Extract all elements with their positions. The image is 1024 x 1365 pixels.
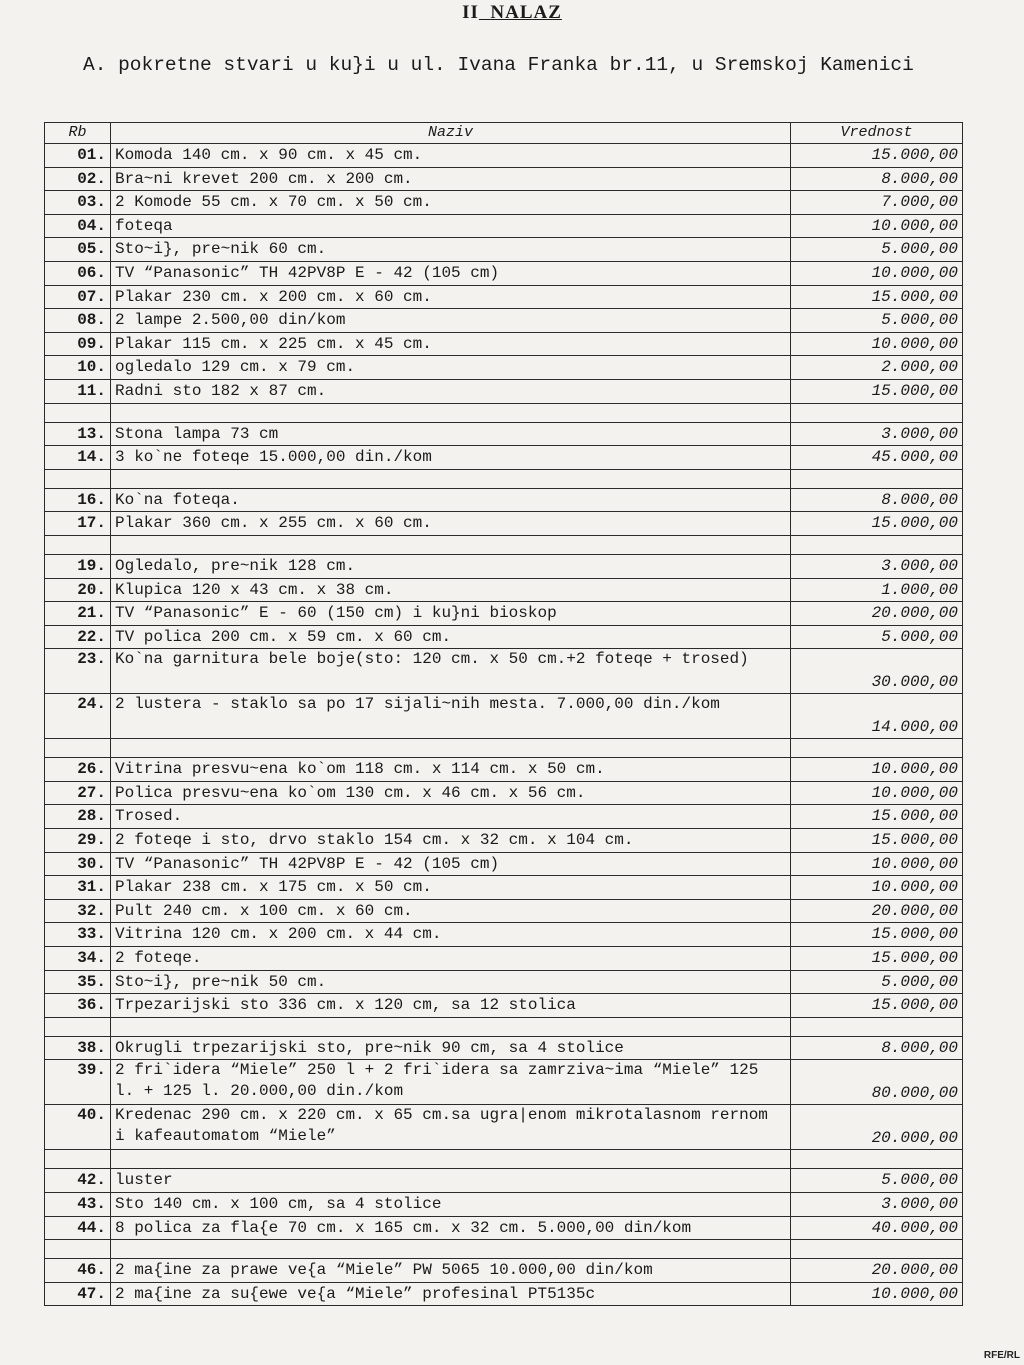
row-number: 34. [45,947,111,971]
item-name: Pult 240 cm. x 100 cm. x 60 cm. [111,899,791,923]
row-number: 16. [45,488,111,512]
table-row [45,379,963,403]
table-row [45,829,963,853]
row-number: 26. [45,758,111,782]
section-heading [0,2,1024,24]
item-value: 14.000,00 [791,694,963,739]
header-naziv: Naziv [111,123,791,144]
item-value: 8.000,00 [791,167,963,191]
table-row [45,554,963,578]
item-name: Plakar 230 cm. x 200 cm. x 60 cm. [111,285,791,309]
item-name: TV “Panasonic” E - 60 (150 cm) i ku}ni bioskop [111,602,791,626]
item-value: 20.000,00 [791,1259,963,1283]
item-value: 10.000,00 [791,214,963,238]
row-number [45,403,111,422]
item-name: Radni sto 182 x 87 cm. [111,379,791,403]
table-row [45,970,963,994]
item-name [111,403,791,422]
item-value: 20.000,00 [791,1105,963,1150]
item-value [791,1150,963,1169]
table-row [45,1240,963,1259]
item-value: 15.000,00 [791,512,963,536]
item-name: 8 polica za fla{e 70 cm. x 165 cm. x 32 cm. 5.000,00 din/kom [111,1216,791,1240]
item-name: Plakar 360 cm. x 255 cm. x 60 cm. [111,512,791,536]
item-name: 3 ko`ne foteqe 15.000,00 din./kom [111,446,791,470]
table-row [45,512,963,536]
table-row [45,1259,963,1283]
item-value [791,739,963,758]
table-row [45,876,963,900]
table-row [45,852,963,876]
table-row [45,1060,963,1105]
item-value: 10.000,00 [791,1282,963,1306]
item-value: 10.000,00 [791,758,963,782]
item-name: ogledalo 129 cm. x 79 cm. [111,356,791,380]
table-row [45,1017,963,1036]
item-value: 10.000,00 [791,332,963,356]
item-value: 15.000,00 [791,144,963,168]
row-number: 31. [45,876,111,900]
section-number: II [462,2,479,23]
row-number: 13. [45,422,111,446]
item-value: 5.000,00 [791,625,963,649]
table-row [45,285,963,309]
row-number: 40. [45,1105,111,1150]
item-name: Sto~i}, pre~nik 50 cm. [111,970,791,994]
row-number: 29. [45,829,111,853]
table-row [45,261,963,285]
table-body [45,144,963,1306]
table-row [45,947,963,971]
table-header-row [45,123,963,144]
item-name: foteqa [111,214,791,238]
item-value: 5.000,00 [791,309,963,333]
table-row [45,578,963,602]
item-name: 2 lampe 2.500,00 din/kom [111,309,791,333]
item-name: 2 foteqe. [111,947,791,971]
item-value: 1.000,00 [791,578,963,602]
row-number: 27. [45,781,111,805]
table-row [45,1169,963,1193]
table-row [45,758,963,782]
item-name: luster [111,1169,791,1193]
item-value: 15.000,00 [791,923,963,947]
item-value [791,469,963,488]
item-name [111,1017,791,1036]
item-value: 15.000,00 [791,285,963,309]
row-number: 36. [45,994,111,1018]
item-value: 15.000,00 [791,994,963,1018]
table-row [45,649,963,694]
item-value: 20.000,00 [791,602,963,626]
row-number: 39. [45,1060,111,1105]
item-name: Bra~ni krevet 200 cm. x 200 cm. [111,167,791,191]
row-number: 07. [45,285,111,309]
inventory-table [44,122,963,1306]
row-number: 19. [45,554,111,578]
item-value: 10.000,00 [791,781,963,805]
item-value: 5.000,00 [791,238,963,262]
row-number: 09. [45,332,111,356]
row-number: 17. [45,512,111,536]
item-name: Vitrina presvu~ena ko`om 118 cm. x 114 cm. x 50 cm. [111,758,791,782]
item-name: Vitrina 120 cm. x 200 cm. x 44 cm. [111,923,791,947]
header-rb: Rb [45,123,111,144]
item-name: Trosed. [111,805,791,829]
item-value: 15.000,00 [791,805,963,829]
table-row [45,167,963,191]
table-row [45,144,963,168]
item-value [791,535,963,554]
table-row [45,1282,963,1306]
table-row [45,1193,963,1217]
item-value: 10.000,00 [791,852,963,876]
item-name: Ogledalo, pre~nik 128 cm. [111,554,791,578]
section-title: NALAZ [490,2,562,23]
row-number [45,1017,111,1036]
item-name: TV “Panasonic” TH 42PV8P E - 42 (105 cm) [111,852,791,876]
item-value [791,1240,963,1259]
row-number [45,469,111,488]
table-row [45,994,963,1018]
item-value: 10.000,00 [791,261,963,285]
item-name: Trpezarijski sto 336 cm. x 120 cm, sa 12 stolica [111,994,791,1018]
row-number [45,535,111,554]
row-number: 42. [45,1169,111,1193]
table-row [45,403,963,422]
row-number: 33. [45,923,111,947]
item-name [111,1150,791,1169]
table-row [45,332,963,356]
item-name [111,469,791,488]
item-value: 45.000,00 [791,446,963,470]
item-value: 20.000,00 [791,899,963,923]
item-name [111,1240,791,1259]
item-name: Polica presvu~ena ko`om 130 cm. x 46 cm. x 56 cm. [111,781,791,805]
item-value [791,1017,963,1036]
row-number: 06. [45,261,111,285]
table-row [45,1036,963,1060]
item-name [111,739,791,758]
row-number: 01. [45,144,111,168]
row-number: 11. [45,379,111,403]
item-name: Plakar 238 cm. x 175 cm. x 50 cm. [111,876,791,900]
row-number: 28. [45,805,111,829]
row-number: 30. [45,852,111,876]
item-name: Komoda 140 cm. x 90 cm. x 45 cm. [111,144,791,168]
row-number: 02. [45,167,111,191]
item-name: TV polica 200 cm. x 59 cm. x 60 cm. [111,625,791,649]
item-name: Kredenac 290 cm. x 220 cm. x 65 cm.sa ugra|enom mikrotalasnom rernom i kafeautomatom “Miele” [111,1105,791,1150]
row-number: 08. [45,309,111,333]
table-row [45,356,963,380]
item-name: 2 foteqe i sto, drvo staklo 154 cm. x 32 cm. x 104 cm. [111,829,791,853]
table-row [45,238,963,262]
item-value [791,403,963,422]
table-row [45,1216,963,1240]
item-name: 2 Komode 55 cm. x 70 cm. x 50 cm. [111,191,791,215]
row-number: 14. [45,446,111,470]
table-row [45,694,963,739]
item-name: Ko`na foteqa. [111,488,791,512]
table-row [45,191,963,215]
item-value: 8.000,00 [791,1036,963,1060]
row-number: 44. [45,1216,111,1240]
item-name: Sto 140 cm. x 100 cm, sa 4 stolice [111,1193,791,1217]
watermark: RFE/RL [983,1350,1020,1361]
item-name: 2 ma{ine za prawe ve{a “Miele” PW 5065 10.000,00 din/kom [111,1259,791,1283]
item-name: Klupica 120 x 43 cm. x 38 cm. [111,578,791,602]
item-value: 3.000,00 [791,1193,963,1217]
item-name: 2 lustera - staklo sa po 17 sijali~nih mesta. 7.000,00 din./kom [111,694,791,739]
row-number: 05. [45,238,111,262]
item-value: 5.000,00 [791,970,963,994]
table-row [45,469,963,488]
table-row [45,625,963,649]
row-number: 04. [45,214,111,238]
item-name: Stona lampa 73 cm [111,422,791,446]
item-name: TV “Panasonic” TH 42PV8P E - 42 (105 cm) [111,261,791,285]
row-number: 20. [45,578,111,602]
row-number: 23. [45,649,111,694]
table-row [45,214,963,238]
row-number: 47. [45,1282,111,1306]
item-value: 10.000,00 [791,876,963,900]
row-number: 03. [45,191,111,215]
item-value: 2.000,00 [791,356,963,380]
row-number: 22. [45,625,111,649]
item-name: Okrugli trpezarijski sto, pre~nik 90 cm, sa 4 stolice [111,1036,791,1060]
item-value: 5.000,00 [791,1169,963,1193]
table-row [45,781,963,805]
item-name: 2 ma{ine za su{ewe ve{a “Miele” profesinal PT5135c [111,1282,791,1306]
table-row [45,446,963,470]
row-number: 38. [45,1036,111,1060]
table-row [45,488,963,512]
intro-text: A. pokretne stvari u ku}i u ul. Ivana Franka br.11, u Sremskoj Kamenici [83,54,914,76]
table-row [45,535,963,554]
item-name: Ko`na garnitura bele boje(sto: 120 cm. x 50 cm.+2 foteqe + trosed) [111,649,791,694]
row-number: 32. [45,899,111,923]
row-number: 21. [45,602,111,626]
item-value: 15.000,00 [791,379,963,403]
item-value: 8.000,00 [791,488,963,512]
table-row [45,309,963,333]
item-value: 15.000,00 [791,829,963,853]
item-value: 3.000,00 [791,422,963,446]
item-name: 2 fri`idera “Miele” 250 l + 2 fri`idera sa zamrziva~ima “Miele” 125 l. + 125 l. 20.000,00 din./kom [111,1060,791,1105]
row-number: 46. [45,1259,111,1283]
table-row [45,739,963,758]
table-row [45,1105,963,1150]
item-name: Sto~i}, pre~nik 60 cm. [111,238,791,262]
table-row [45,899,963,923]
row-number: 10. [45,356,111,380]
item-value: 80.000,00 [791,1060,963,1105]
table-row [45,602,963,626]
row-number: 24. [45,694,111,739]
header-vrednost: Vrednost [791,123,963,144]
row-number [45,1150,111,1169]
item-value: 30.000,00 [791,649,963,694]
item-value: 7.000,00 [791,191,963,215]
table-row [45,422,963,446]
item-value: 15.000,00 [791,947,963,971]
row-number [45,1240,111,1259]
item-name: Plakar 115 cm. x 225 cm. x 45 cm. [111,332,791,356]
row-number: 35. [45,970,111,994]
row-number [45,739,111,758]
item-name [111,535,791,554]
table-row [45,1150,963,1169]
row-number: 43. [45,1193,111,1217]
table-row [45,805,963,829]
item-value: 3.000,00 [791,554,963,578]
table-row [45,923,963,947]
item-value: 40.000,00 [791,1216,963,1240]
